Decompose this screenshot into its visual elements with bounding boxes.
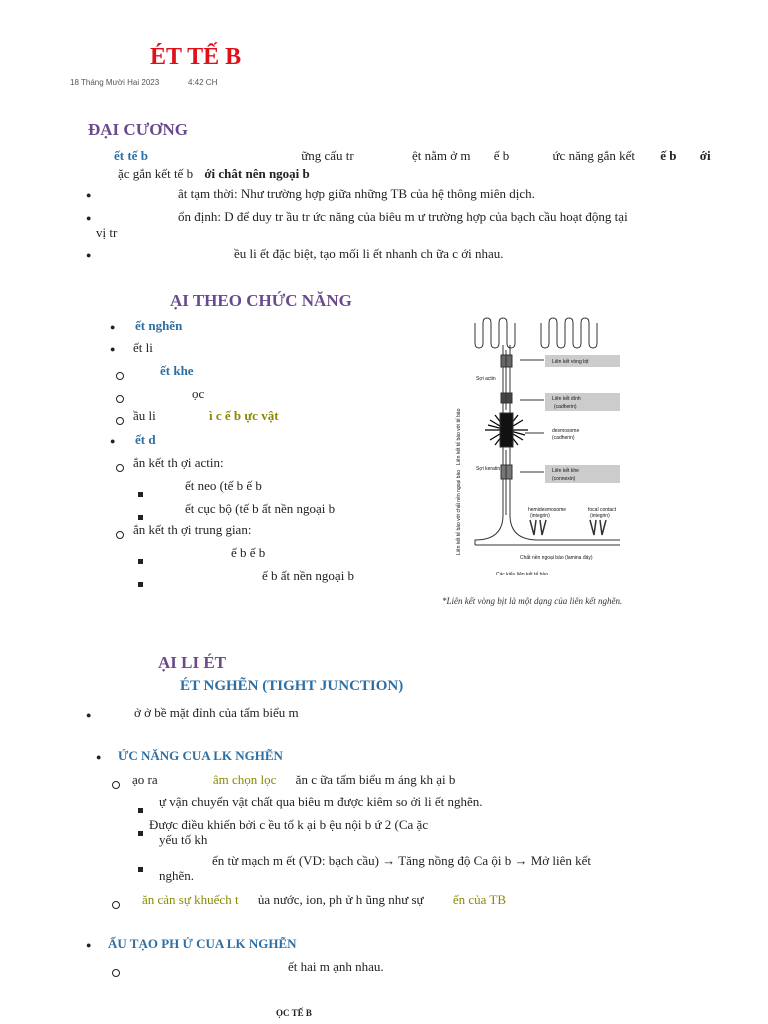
cell-junction-diagram — [440, 315, 630, 575]
list-item-continuation: yếu tố kh — [159, 832, 208, 847]
date-stamp: 18 Tháng Mười Hai 2023 — [70, 78, 160, 87]
list-item: ết khe — [160, 363, 194, 378]
label-integrin: (integrin) — [530, 513, 550, 519]
bullet-icon: ● — [86, 710, 92, 720]
label-side-2: Liên kết tế bào với chất nền ngoại bào — [456, 469, 462, 555]
label-cadherin: (cadherin) — [554, 404, 577, 410]
text-fragment: ăn cản sự khuếch t — [142, 892, 239, 907]
circle-bullet-icon — [116, 464, 124, 472]
bullet-icon: ● — [110, 344, 116, 354]
label-gap: Liên kết khe — [552, 468, 579, 474]
list-item-continuation: nghẽn. — [159, 868, 195, 883]
heading-tight-junction: ÉT NGHẼN (TIGHT JUNCTION) — [180, 678, 404, 694]
text-fragment: ệt nằm ở m — [411, 148, 471, 163]
circle-bullet-icon — [112, 781, 120, 789]
text-fragment: ế b — [493, 148, 510, 163]
page-title: ÉT TẾ B — [150, 44, 242, 70]
list-item: ở ở bề mặt đỉnh của tấm biểu m — [134, 705, 299, 720]
figure-caption: *Liên kết vòng bịt là một dạng của liên kết nghẽn. — [442, 596, 623, 606]
intro-line-1 — [114, 148, 711, 164]
bullet-icon: ● — [86, 940, 92, 950]
bullet-icon: ● — [110, 436, 116, 446]
text-fragment: âm chọn lọc — [212, 772, 277, 787]
label-side-1: Liên kết tế bào với tế bào — [456, 408, 462, 465]
text-fragment: ạo ra — [132, 772, 158, 787]
circle-bullet-icon — [112, 969, 120, 977]
text-fragment: ì c ế b ực vật — [209, 408, 279, 423]
label-integrin: (integrin) — [590, 513, 610, 519]
list-item — [133, 408, 279, 424]
circle-bullet-icon — [112, 901, 120, 909]
circle-bullet-icon — [116, 372, 124, 380]
list-item: ết d — [135, 432, 156, 447]
bullet-icon: ● — [96, 752, 102, 762]
list-item: ế b ế b — [231, 545, 266, 560]
label-actin: Sợi actin — [476, 376, 496, 382]
list-item — [142, 892, 506, 908]
square-bullet-icon — [138, 492, 143, 497]
text-fragment: ặc gắn kết tế b — [118, 166, 194, 181]
square-bullet-icon — [138, 867, 143, 872]
list-item: ổn định: D để duy tr ầu tr ức năng của biêu m ư trường hợp của bạch cầu hoạt động tại — [178, 209, 628, 224]
list-item — [132, 772, 455, 788]
label-cadherin: (cadherin) — [552, 435, 575, 441]
label-keratin: Sợi keratin — [476, 466, 501, 472]
text-fragment: ăn c ữa tấm biểu m áng kh ại b — [295, 772, 456, 787]
bullet-icon: ● — [86, 190, 92, 200]
square-bullet-icon — [138, 582, 143, 587]
text-fragment: ủa nước, ion, ph ử h ũng như sự — [257, 892, 424, 907]
list-item: ế b ất nền ngoại b — [262, 568, 355, 583]
label-desmosome: desmosome — [552, 428, 580, 434]
time-stamp: 4:42 CH — [188, 78, 218, 87]
list-item: Được điều khiến bởi c ều tố k ại b ệu nội b ứ 2 (Ca ặc — [149, 817, 429, 832]
text-fragment: ến của TB — [452, 892, 507, 907]
bullet-icon: ● — [86, 250, 92, 260]
bullet-icon: ● — [86, 213, 92, 223]
list-item-continuation: vị tr — [96, 225, 118, 240]
text-fragment: ững cấu tr — [301, 148, 354, 163]
list-item: ắn kết th ợi trung gian: — [133, 522, 252, 537]
square-bullet-icon — [138, 559, 143, 564]
list-item: ết hai m ạnh nhau. — [288, 959, 384, 974]
text-fragment: ầu li — [133, 408, 156, 423]
text-fragment: ới — [699, 148, 711, 163]
circle-bullet-icon — [116, 417, 124, 425]
label-adherens: Liên kết dính — [552, 396, 581, 402]
square-bullet-icon — [138, 808, 143, 813]
square-bullet-icon — [138, 831, 143, 836]
label-focal: focal contact — [588, 507, 617, 513]
term-lien-ket: ết tế b — [114, 148, 148, 163]
list-item: ết nghẽn — [135, 318, 183, 333]
heading-function: ỨC NĂNG CUA LK NGHẼN — [118, 748, 283, 763]
bullet-icon: ● — [110, 322, 116, 332]
text-fragment: ế b — [660, 148, 677, 163]
circle-bullet-icon — [116, 531, 124, 539]
intro-line-2 — [118, 166, 310, 182]
heading-cac-loai: ẠI LI ÉT — [158, 653, 227, 672]
list-item: ắn kết th ợi actin: — [133, 455, 224, 470]
label-bottom: Các kiểu liên kết tế bào — [496, 572, 548, 575]
heading-phan-loai: ẠI THEO CHỨC NĂNG — [170, 291, 352, 310]
text-fragment: ức năng gắn kết — [552, 148, 635, 163]
label-tight: Liên kết vòng bịt — [552, 359, 589, 365]
label-hemidesmosome: hemidesmosome — [528, 507, 567, 513]
list-item: ự vận chuyến vật chất qua biêu m được kiêm so ởi li ết nghẽn. — [159, 794, 483, 809]
list-item: ết neo (tế b ế b — [185, 478, 262, 493]
square-bullet-icon — [138, 515, 143, 520]
page-footer: ỌC TẾ B — [276, 1008, 312, 1018]
list-item: ều li ết đặc biệt, tạo mối li ết nhanh ch ữa c ới nhau. — [234, 246, 504, 261]
list-item: ât tạm thời: Như trường hợp giữa những TB của hệ thông miên dịch. — [178, 186, 535, 201]
text-fragment: ới chât nên ngoại b — [204, 166, 310, 181]
label-connexin: (connexin) — [552, 476, 576, 482]
label-matrix: Chất nền ngoại bào (lamina đáy) — [520, 555, 593, 561]
list-item: ết li — [133, 340, 153, 355]
heading-dai-cuong: ĐẠI CƯƠNG — [88, 120, 188, 139]
circle-bullet-icon — [116, 395, 124, 403]
list-item: ết cục bộ (tế b ất nền ngoại b — [185, 501, 336, 516]
list-item: ến từ mạch m ết (VD: bạch cầu) → Tăng nồng độ Ca ội b → Mở liên kết — [212, 853, 592, 868]
heading-structure: ẤU TẠO PH Ử CUA LK NGHẼN — [108, 936, 297, 951]
list-item: ọc — [192, 386, 205, 401]
